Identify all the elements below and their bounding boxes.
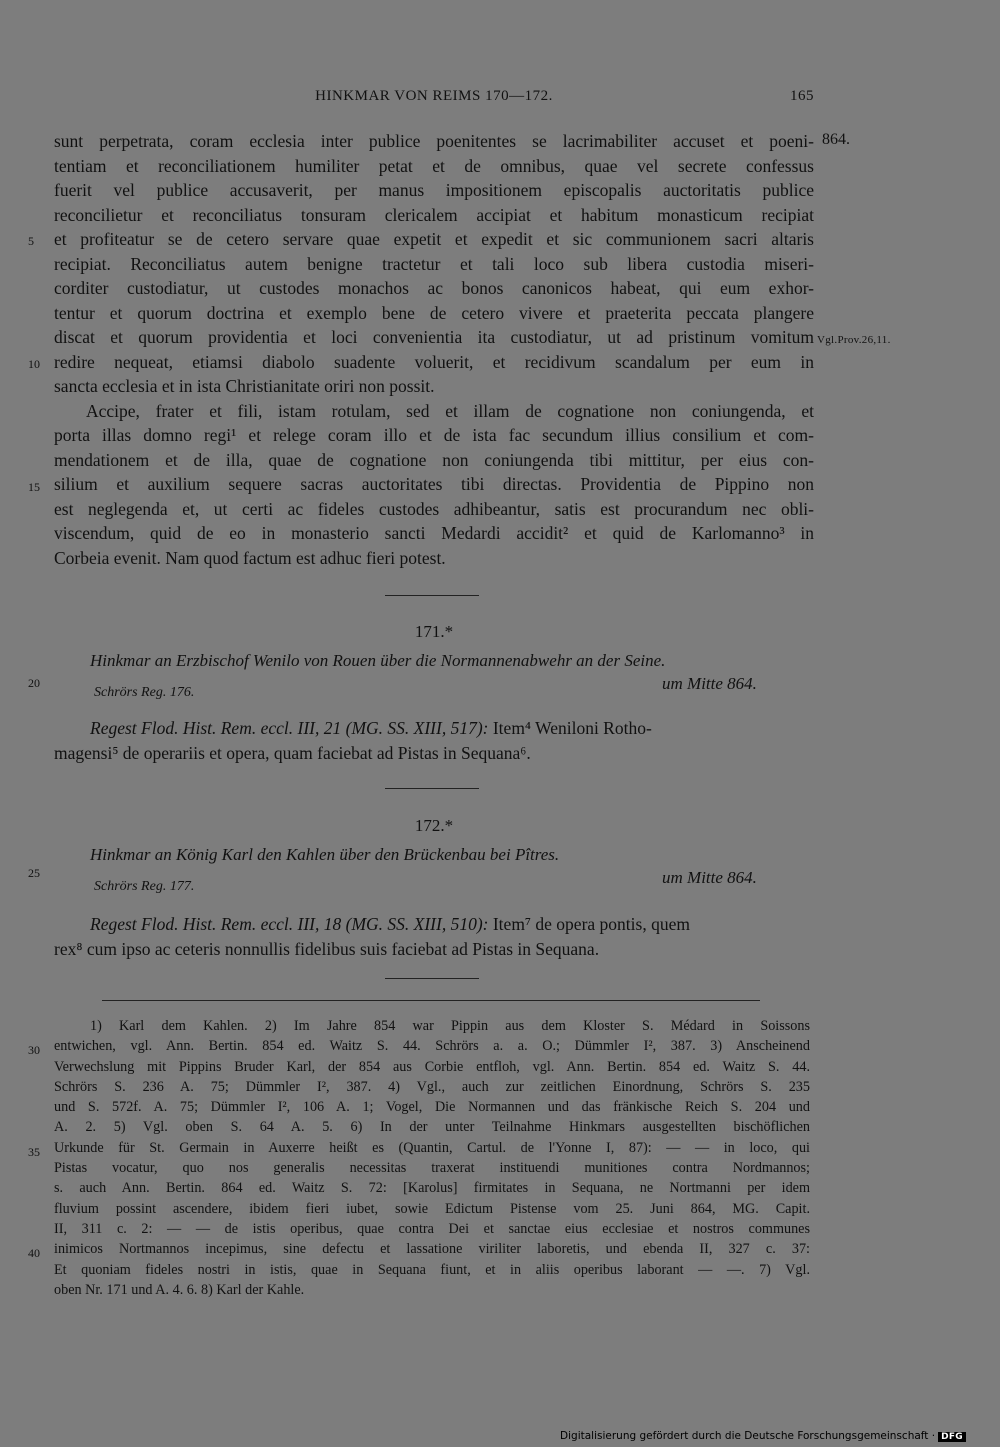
running-header (54, 88, 814, 110)
line-number: 25 (28, 866, 40, 880)
text-line: sunt perpetrata, coram ecclesia inter publice poenitentes se lacrimabiliter accuset et poeni- (54, 131, 814, 151)
text-line: porta illas domno regi¹ et relege coram illo et de ista fac secundum illius consilium et com- (54, 425, 814, 445)
text-line: fuerit vel publice accusaverit, per manus impositionem episcopalis auctoritatis publice (54, 180, 814, 200)
dfg-logo: DFG (938, 1432, 966, 1442)
footnote-line: Pistas vocatur, quo nos generalis necessitas traxerat instituendi munitiones contra Nordmannos; (54, 1160, 810, 1177)
text-line: et profiteatur se de cetero servare quae expetit et expedit et sic communionem sacri altaris (54, 229, 814, 249)
letter-171-title: Hinkmar an Erzbischof Wenilo von Rouen über die Normannenabwehr an der Seine. (90, 651, 666, 670)
regest-text: magensi⁵ de operariis et opera, quam faciebat ad Pistas in Sequana⁶. (54, 742, 531, 763)
line-number: 5 (28, 234, 34, 248)
text-line: recipiat. Reconciliatus autem benigne tractetur et tali loco sub libera custodia miseri- (54, 253, 814, 274)
footnote-line: Schrörs S. 236 A. 75; Dümmler I², 387. 4) Vgl., auch zur zeitlichen Einordnung, Schrörs S. 235 (54, 1078, 810, 1095)
footnote-line: entwichen, vgl. Ann. Bertin. 854 ed. Waitz S. 44. Schrörs a. a. O.; Dümmler I², 387. 3) Anscheinend (54, 1038, 810, 1055)
text-line: tentur et quorum doctrina et exemplo bene de cetero vivere et praeterita peccata plangere (54, 302, 814, 323)
footnote-line: s. auch Ann. Bertin. 864 ed. Waitz S. 72: [Karolus] firmitates in Sequana, ne Nortmanni per idem (54, 1180, 810, 1197)
text-line: sancta ecclesia et in ista Christianitate oriri non possit. (54, 376, 435, 396)
footnote-line: A. 2. 5) Vgl. oben S. 64 A. 5. 6) In der unter Teilnahme Hinkmars ausgestellten bischöflichen (54, 1119, 810, 1136)
footnote-line: fluvium possint ascendere, ibidem fieri iubet, sowie Edictum Pistense vom 25. Juni 864, MG. Capit. (54, 1200, 810, 1217)
footnote-line: Urkunde für St. Germain in Auxerre heißt es (Quantin, Cartul. de l'Yonne I, 87): — — in loco, qui (54, 1139, 810, 1156)
text-line: mendationem et de illa, quae de cognatione non coniungenda tibi mittitur, per eius con- (54, 449, 814, 470)
digitization-credit (560, 1430, 966, 1442)
footnotes (54, 1016, 810, 1300)
line-number: 10 (28, 357, 40, 371)
text-line: tentiam et reconciliationem humiliter petat et de omnibus, quae vel secrete confessus (54, 155, 814, 176)
letter-171-regest (54, 716, 814, 765)
letter-172-date: um Mitte 864. (662, 868, 757, 887)
footnote-line: Verwechslung mit Pippins Bruder Karl, der 854 aus Corbie entfloh, vgl. Ann. Bertin. 854 ed. Waitz S. 44. (54, 1058, 810, 1075)
margin-year: 864. (822, 131, 850, 148)
footnote-line: Et quoniam fideles nostri in istis, quae in Sequana fiunt, et in aliis operibus laborant — —. 7) Vgl. (54, 1261, 810, 1278)
footnote-line: und S. 572f. A. 75; Dümmler I², 106 A. 1; Vogel, Die Normannen und das fränkische Reich S. 204 und (54, 1099, 810, 1116)
letter-171-reference: Schrörs Reg. 176. (94, 685, 195, 700)
text-line: viscendum, quid de eo in monasterio sancti Medardi accidit² et quid de Karlomanno³ in (54, 523, 814, 543)
letter-171-number: 171.* (414, 622, 454, 641)
line-number: 35 (28, 1145, 40, 1159)
text-line: corditer custodiatur, ut custodes monachos ac bonos canonicos habeat, qui eum exhor- (54, 278, 814, 298)
letter-172-number: 172.* (414, 816, 454, 835)
regest-text: Item⁷ de opera pontis, quem (488, 914, 690, 934)
letter-171-date: um Mitte 864. (662, 674, 757, 693)
line-number: 20 (28, 676, 40, 690)
letter-172-regest (54, 912, 814, 961)
footnote-line: 1) Karl dem Kahlen. 2) Im Jahre 854 war Pippin aus dem Kloster S. Médard in Soissons (90, 1018, 810, 1034)
credit-text: Digitalisierung gefördert durch die Deutsche Forschungsgemeinschaft · (560, 1430, 936, 1442)
regest-text: Item⁴ Weniloni Rotho- (488, 718, 652, 738)
text-line: redire nequeat, etiamsi diabolo suadente voluerit, et recidivum scandalum per eum in (54, 351, 814, 372)
letter-172-title: Hinkmar an König Karl den Kahlen über den Brückenbau bei Pîtres. (90, 845, 560, 864)
line-number: 15 (28, 480, 40, 494)
text-line: Corbeia evenit. Nam quod factum est adhuc fieri potest. (54, 547, 446, 568)
line-number: 30 (28, 1043, 40, 1057)
section-divider (385, 788, 479, 789)
text-line: est neglegenda et, ut certi ac fideles custodes adhibeantur, satis est procurandum nec obli- (54, 498, 814, 519)
regest-text: rex⁸ cum ipso ac ceteris nonnullis fidelibus suis faciebat ad Pistas in Sequana. (54, 938, 600, 959)
running-title: HINKMAR VON REIMS 170—172. (315, 88, 553, 104)
footnote-line: inimicos Nortmannos incepimus, sine defectu et lassatione viriliter laboretis, und ebenda II, 327 c. 37: (54, 1241, 810, 1258)
regest-source: Regest Flod. Hist. Rem. eccl. III, 21 (MG. SS. XIII, 517): (90, 718, 489, 738)
page-number: 165 (790, 88, 814, 104)
text-line: discat et quorum providentia et loci convenientia ita custodiatur, ut ad pristinum vomitum (54, 327, 814, 347)
regest-source: Regest Flod. Hist. Rem. eccl. III, 18 (MG. SS. XIII, 510): (90, 914, 489, 934)
text-line: reconcilietur et reconciliatus tonsuram clericalem accipiat et habitum monasticum recipiat (54, 204, 814, 225)
letter-172-reference: Schrörs Reg. 177. (94, 879, 195, 894)
letter-170-text (54, 129, 814, 570)
text-line: Accipe, frater et fili, istam rotulam, sed et illam de cognatione non coniungenda, et (86, 400, 814, 421)
section-divider (385, 978, 479, 979)
footnote-line: II, 311 c. 2: — — de istis operibus, quae contra Dei et sanctae eius ecclesiae et nostros communes (54, 1220, 810, 1237)
margin-reference: Vgl.Prov.26,11. (817, 334, 891, 346)
footnote-line: oben Nr. 171 und A. 4. 6. 8) Karl der Kahle. (54, 1281, 305, 1298)
footnote-rule (102, 1000, 760, 1001)
line-number: 40 (28, 1246, 40, 1260)
text-line: silium et auxilium sequere sacras auctoritates tibi directas. Providentia de Pippino non (54, 474, 814, 494)
section-divider (385, 595, 479, 596)
